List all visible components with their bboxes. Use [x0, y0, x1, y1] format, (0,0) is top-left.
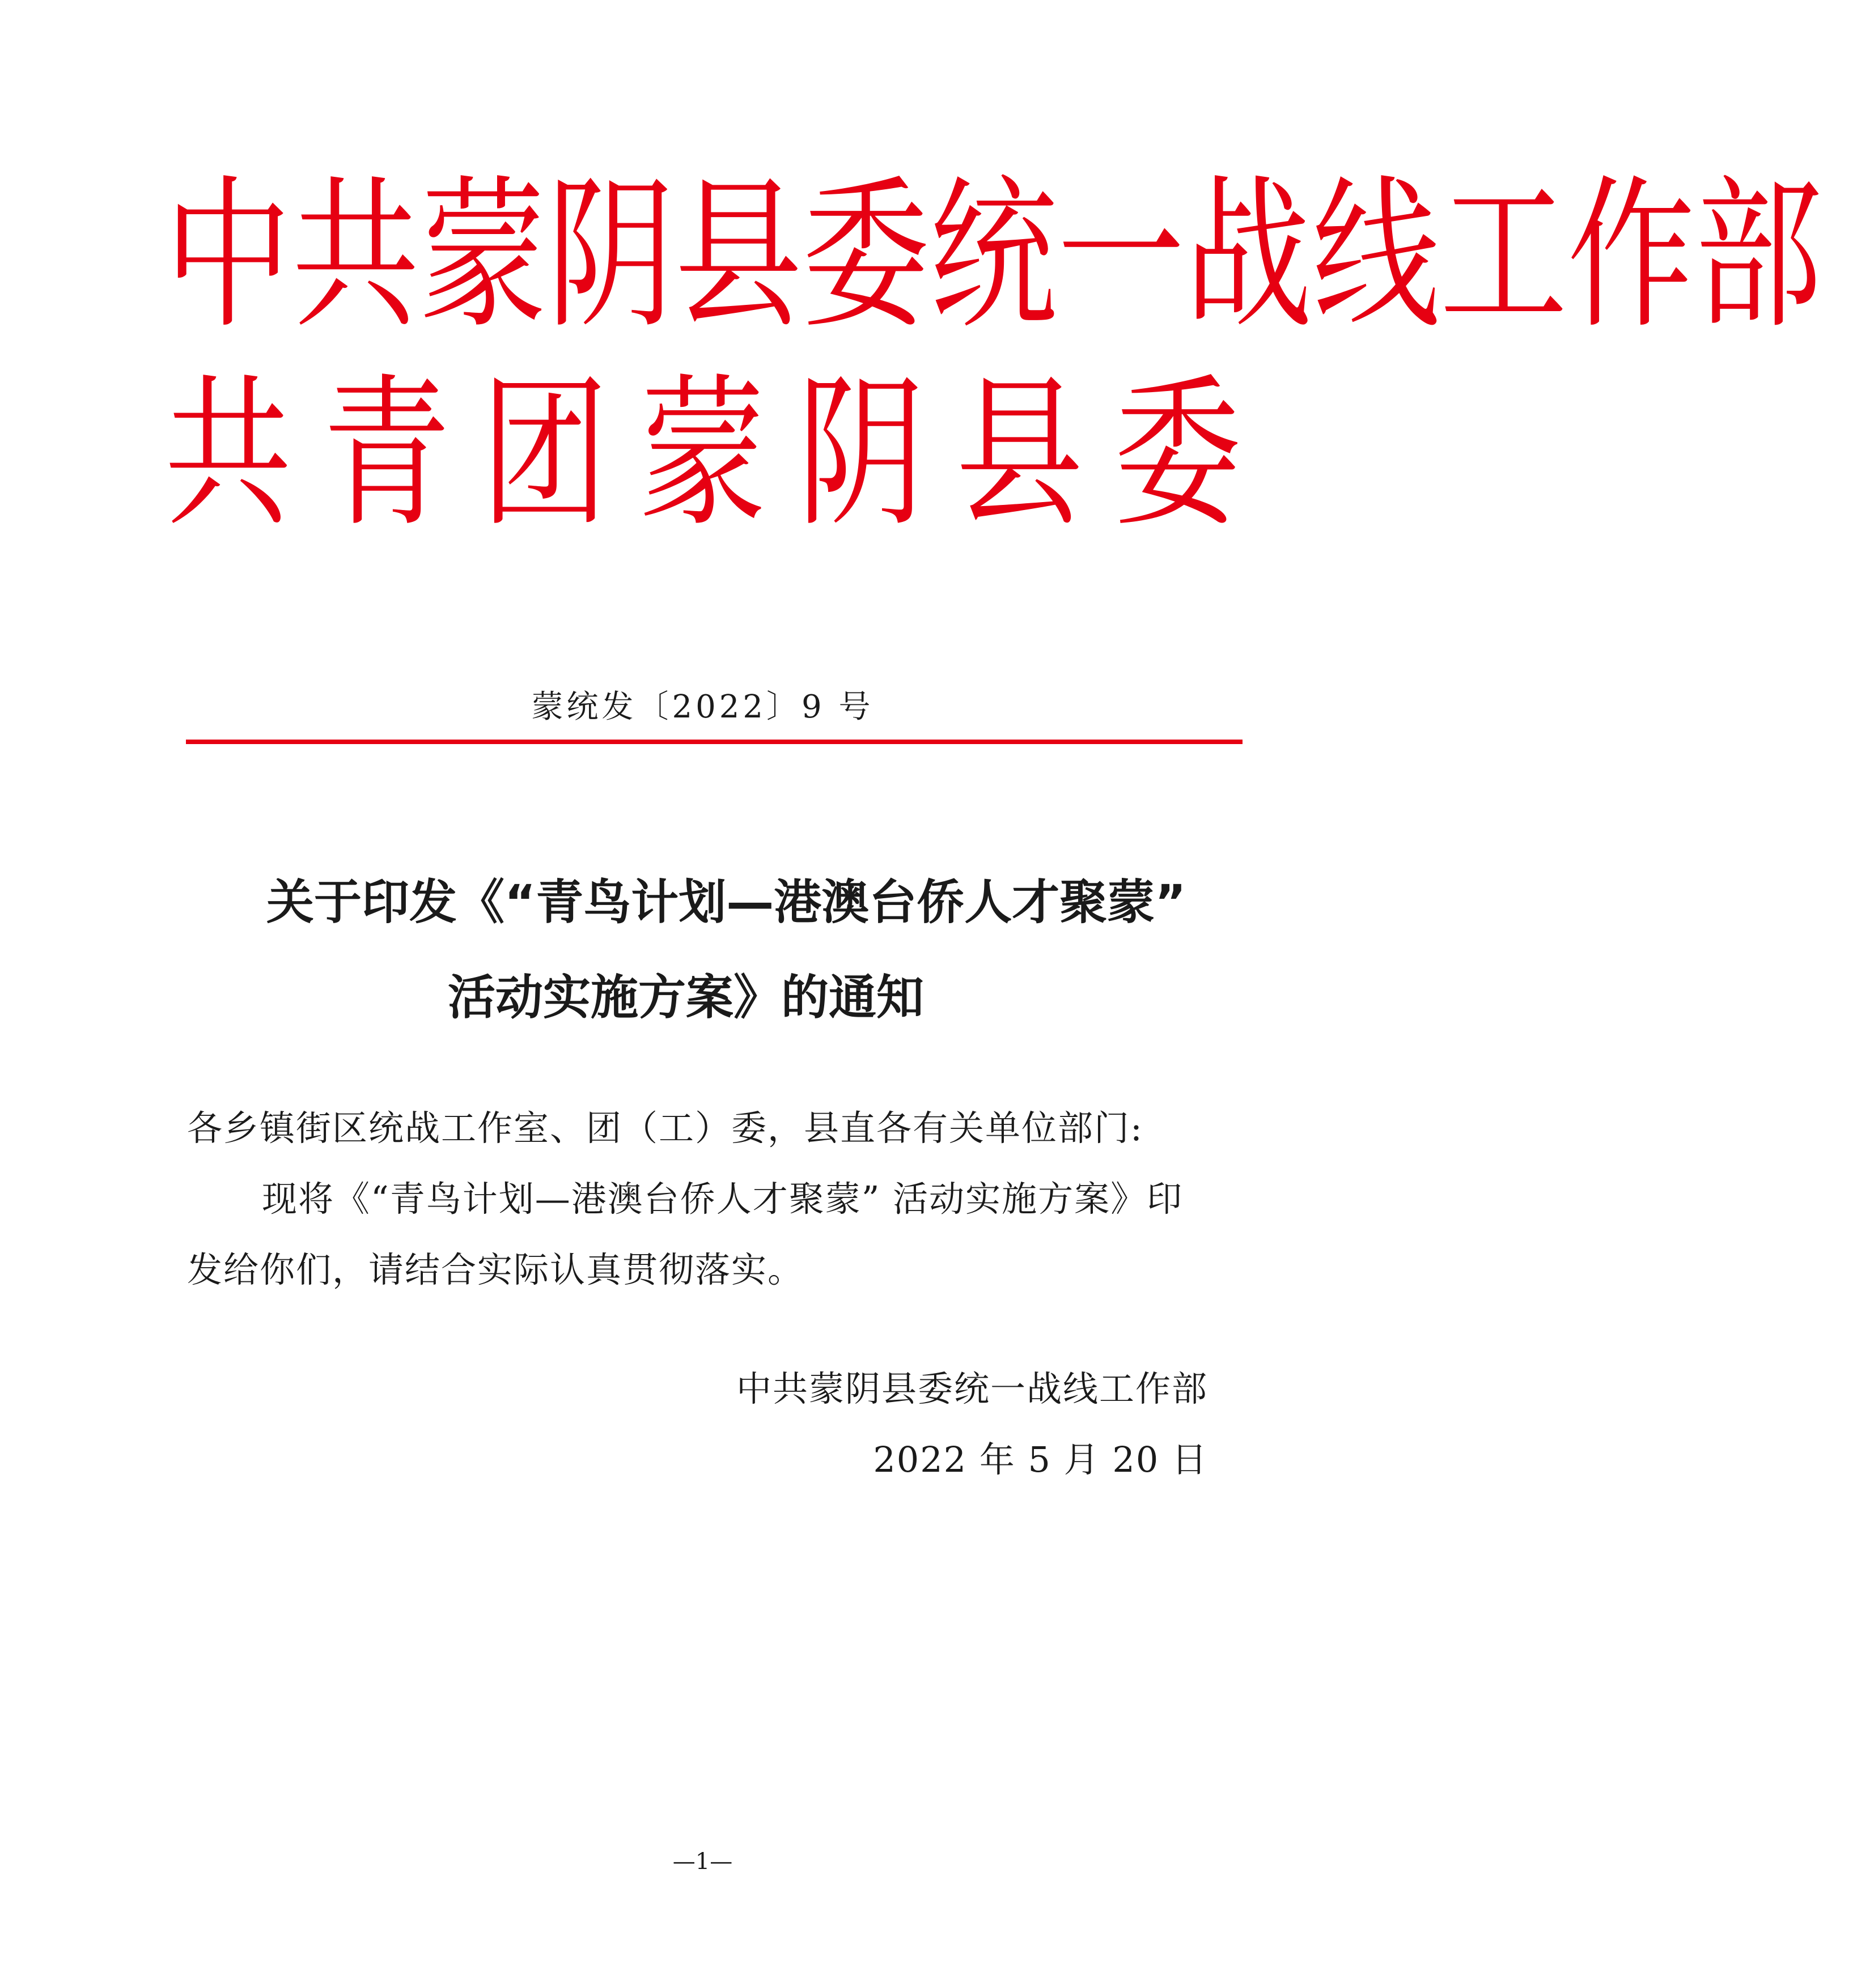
header-char: 工 [1440, 161, 1567, 351]
body-paragraph-line-2: 发给你们，请结合实际认真贯彻落实。 [187, 1249, 804, 1290]
header-char: 部 [1695, 161, 1822, 351]
header-char: 共 [292, 161, 419, 351]
signature-organization: 中共蒙阴县委统一战线工作部 [736, 1368, 1208, 1409]
document-title-line-1: 关于印发《“青鸟计划—港澳台侨人才聚蒙” [266, 874, 1186, 930]
red-separator-rule [186, 740, 1243, 744]
header-char: 共 [164, 359, 292, 550]
header-char: 委 [802, 161, 930, 351]
header-char: 阴 [547, 161, 675, 351]
body-paragraph-line-1: 现将《“青鸟计划—港澳台侨人才聚蒙” 活动实施方案》印 [262, 1178, 1184, 1220]
document-title-line-2: 活动实施方案》的通知 [448, 970, 925, 1025]
header-char: 阴 [797, 359, 925, 550]
header-char: 蒙 [419, 161, 547, 351]
header-char: 中 [164, 161, 292, 351]
header-char: 委 [1113, 359, 1241, 550]
red-header-line-1 [164, 161, 1822, 351]
addressee-line: 各乡镇街区统战工作室、团（工）委，县直各有关单位部门: [187, 1107, 1143, 1149]
header-char: 青 [323, 359, 451, 550]
page-number: —1— [672, 1849, 733, 1875]
document-number: 蒙统发〔2022〕9 号 [531, 689, 874, 725]
header-char: 县 [955, 359, 1083, 550]
red-header-line-2 [164, 359, 1241, 550]
header-char: 蒙 [639, 359, 767, 550]
signature-date: 2022 年 5 月 20 日 [873, 1439, 1208, 1480]
header-char: 线 [1312, 161, 1440, 351]
header-char: 作 [1567, 161, 1695, 351]
header-char: 团 [481, 359, 609, 550]
header-char: 统 [930, 161, 1057, 351]
header-char: 战 [1185, 161, 1312, 351]
header-char: 县 [675, 161, 802, 351]
header-char: 一 [1057, 161, 1185, 351]
